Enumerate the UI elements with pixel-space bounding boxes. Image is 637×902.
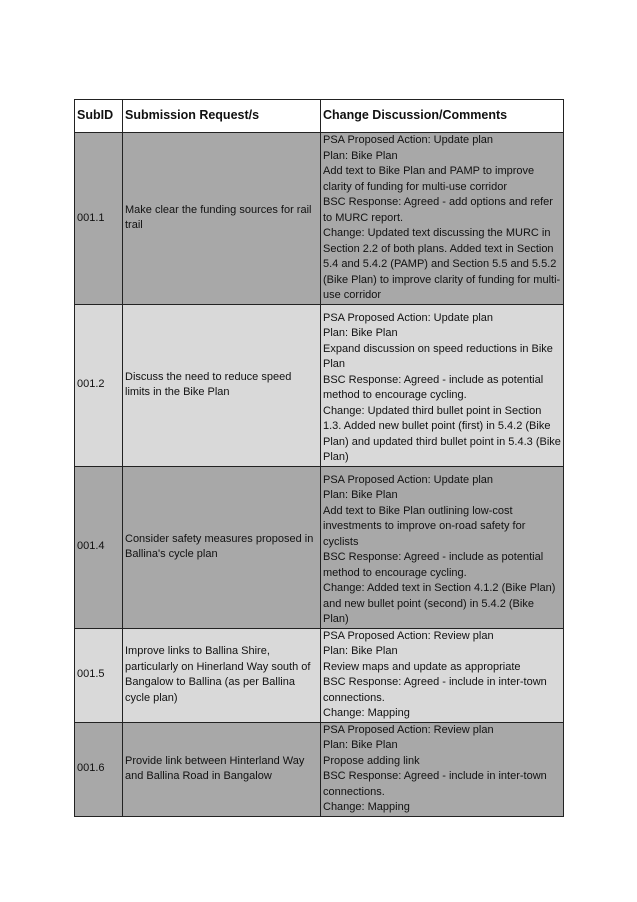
subid-cell: 001.2 [75, 304, 123, 466]
change-cell [321, 304, 564, 466]
request-cell: Discuss the need to reduce speed limits in the Bike Plan [123, 304, 321, 466]
change-line: PSA Proposed Action: Review plan [323, 629, 494, 642]
table-row [75, 722, 564, 816]
table-row [75, 304, 564, 466]
change-line: Change: Updated text discussing the MURC in Section 2.2 of both plans. Added text in Section 5.4 and 5.4.2 (PAMP) and Section 5.5 and 5.5.2 (Bike Plan) to improve clarity of funding for multi-use corridor [323, 227, 561, 301]
table-row [75, 133, 564, 305]
change-line: Change: Added text in Section 4.1.2 (Bike Plan) and new bullet point (second) in 5.4.2 (Bike Plan) [323, 582, 556, 625]
change-line: Review maps and update as appropriate [323, 660, 521, 673]
change-line: Change: Mapping [323, 801, 410, 813]
change-cell [321, 722, 564, 816]
subid-cell: 001.6 [75, 722, 123, 816]
change-line: Plan: Bike Plan [323, 327, 398, 339]
change-cell [321, 133, 564, 305]
subid-cell: 001.5 [75, 628, 123, 722]
change-line: BSC Response: Agreed - include as potential method to encourage cycling. [323, 373, 544, 401]
change-cell [321, 466, 564, 628]
change-line: Propose adding link [323, 754, 420, 767]
change-line: Plan: Bike Plan [323, 739, 398, 751]
change-line: Change: Mapping [323, 707, 410, 719]
change-line: PSA Proposed Action: Review plan [323, 723, 494, 736]
change-line: BSC Response: Agreed - include in inter-town connections. [323, 770, 547, 798]
change-line: PSA Proposed Action: Update plan [323, 134, 494, 146]
change-line: BSC Response: Agreed - include as potential method to encourage cycling. [323, 551, 544, 579]
subid-cell: 001.1 [75, 133, 123, 305]
change-line: Plan: Bike Plan [323, 489, 398, 501]
change-line: Plan: Bike Plan [323, 645, 398, 657]
request-cell: Consider safety measures proposed in Ballina's cycle plan [123, 466, 321, 628]
change-line: Add text to Bike Plan outlining low-cost investments to improve on-road safety for cyclists [323, 504, 526, 548]
header-submission-request: Submission Request/s [123, 100, 321, 133]
header-subid: SubID [75, 100, 123, 133]
subid-cell: 001.4 [75, 466, 123, 628]
change-cell [321, 628, 564, 722]
request-cell: Provide link between Hinterland Way and Ballina Road in Bangalow [123, 722, 321, 816]
table-row [75, 466, 564, 628]
table-header-row [75, 100, 564, 133]
header-change-discussion: Change Discussion/Comments [321, 100, 564, 133]
change-line: BSC Response: Agreed - add options and refer to MURC report. [323, 196, 553, 224]
change-line: Expand discussion on speed reductions in Bike Plan [323, 342, 553, 370]
change-line: Plan: Bike Plan [323, 149, 398, 162]
submissions-table [74, 99, 564, 817]
change-line: BSC Response: Agreed - include in inter-town connections. [323, 676, 547, 704]
change-line: PSA Proposed Action: Update plan [323, 311, 494, 324]
request-cell: Make clear the funding sources for rail trail [123, 133, 321, 305]
change-line: Change: Updated third bullet point in Section 1.3. Added new bullet point (first) in 5.4.2 (Bike Plan) and updated third bullet point in 5.4.3 (Bike Plan) [323, 404, 561, 463]
change-line: PSA Proposed Action: Update plan [323, 473, 494, 486]
change-line: Add text to Bike Plan and PAMP to improve clarity of funding for multi-use corridor [323, 165, 535, 193]
request-cell: Improve links to Ballina Shire, particularly on Hinerland Way south of Bangalow to Ballina (as per Ballina cycle plan) [123, 628, 321, 722]
table-row [75, 628, 564, 722]
